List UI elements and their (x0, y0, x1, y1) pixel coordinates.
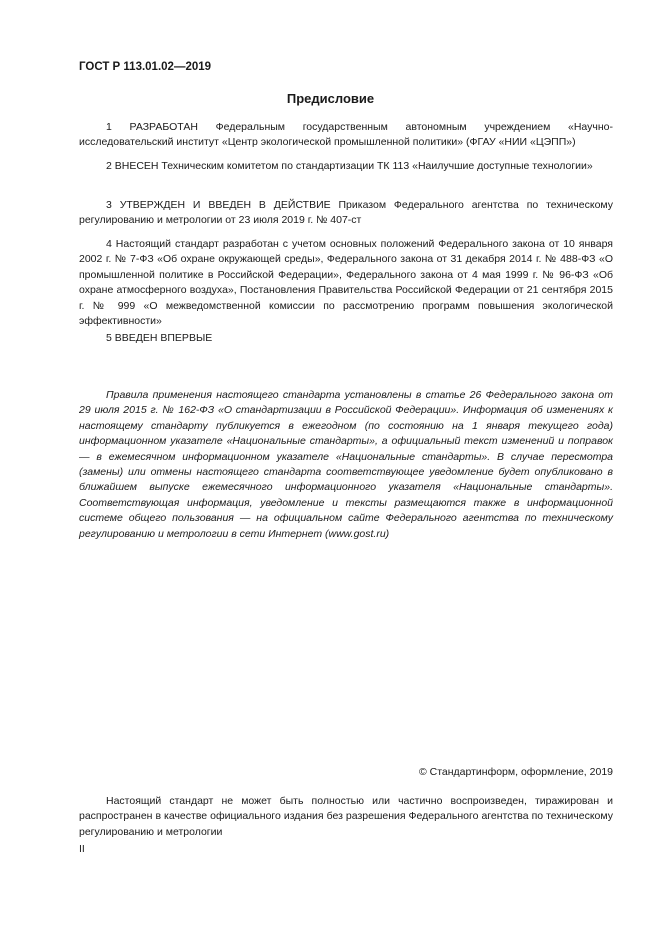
copyright-line: © Стандартинформ, оформление, 2019 (418, 766, 613, 778)
standard-application-notice: Правила применения настоящего стандарта установлены в статье 26 Федерального закона от 29 июля 2015 г. № 162-ФЗ «О стандартизации в Российской Федерации». Информация об изменениях к настоящему стандарту публикуется в ежегодном (по состоянию на 1 января текущего года) информационном указателе «Национальные стандарты», а официальный текст изменений и поправок — в ежемесячном информационном указателе «Национальные стандарты». В случае пересмотра (замены) или отмены настоящего стандарта соответствующее уведомление будет опубликовано в ближайшем выпуске ежемесячного информационного указателя «Национальные стандарты». Соответствующая информация, уведомление и тексты размещаются также в информационной системе общего пользования — на официальном сайте Федерального агентства по техническому регулированию и метрологии в сети Интернет (www.gost.ru) (79, 389, 613, 540)
foreword-item-4: 4 Настоящий стандарт разработан с учетом основных положений Федерального закона от 10 января 2002 г. № 7-ФЗ «Об охране окружающей среды», Федерального закона от 31 декабря 2014 г. № 488-ФЗ «О промышленной политике в Российской Федерации», Федерального закона от 4 мая 1999 г. № 96-ФЗ «Об охране атмосферного воздуха», Постановления Правительства Российской Федерации от 21 сентября 2015 г. № 999 «О межведомственной комиссии по рассмотрению программ повышения экологической эффективности» (79, 238, 613, 328)
foreword-item-3: 3 УТВЕРЖДЕН И ВВЕДЕН В ДЕЙСТВИЕ Приказом Федерального агентства по техническому регулированию и метрологии от 23 июля 2019 г. № 407-ст (79, 199, 613, 227)
document-code: ГОСТ Р 113.01.02—2019 (79, 61, 212, 73)
foreword-item-1: 1 РАЗРАБОТАН Федеральным государственным автономным учреждением «Научно-исследовательский институт «Центр экологической промышленной политики» (ФГАУ «НИИ «ЦЭПП») (79, 121, 613, 149)
reproduction-notice: Настоящий стандарт не может быть полностью или частично воспроизведен, тиражирован и распространен в качестве официального издания без разрешения Федерального агентства по техническому регулированию и метрологии (79, 795, 613, 838)
foreword-item-2: 2 ВНЕСЕН Техническим комитетом по стандартизации ТК 113 «Наилучшие доступные технологии» (106, 160, 593, 172)
page-number: II (79, 843, 85, 855)
page-title: Предисловие (286, 91, 375, 106)
foreword-item-5: 5 ВВЕДЕН ВПЕРВЫЕ (106, 332, 213, 344)
